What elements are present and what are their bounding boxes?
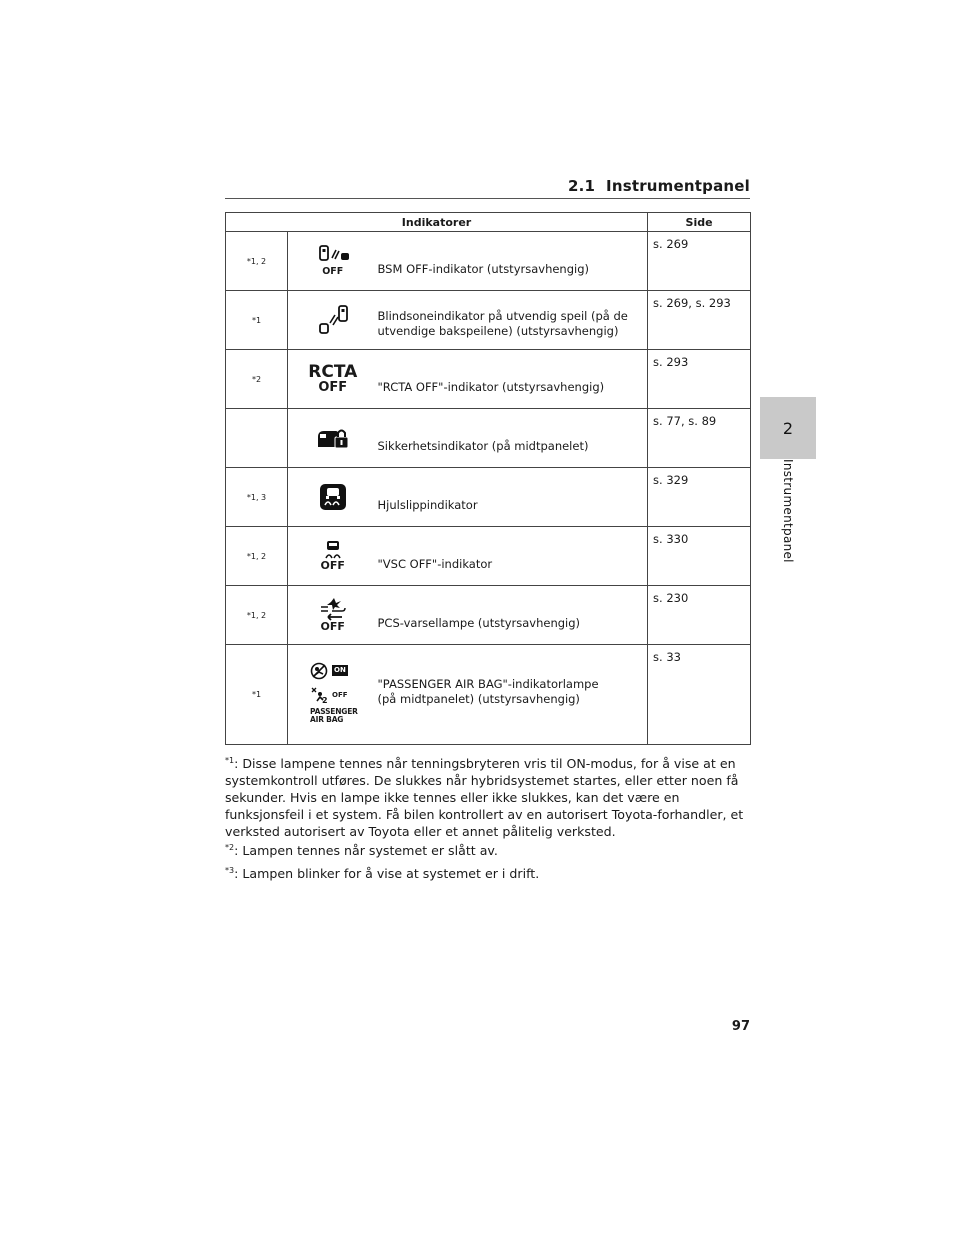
airbag-label-line2: AIR BAG — [310, 714, 344, 724]
header-divider — [225, 198, 750, 199]
footnote-mark: *2 — [225, 843, 235, 852]
page-reference: s. 329 — [648, 468, 751, 527]
page-reference: s. 330 — [648, 527, 751, 586]
airbag-desc-line2: (på midtpanelet) (utstyrsavhengig) — [377, 691, 580, 706]
page-reference: s. 230 — [648, 586, 751, 645]
table-row — [226, 291, 751, 350]
footnote-3 — [225, 862, 753, 882]
table-row — [226, 527, 751, 586]
wheel-slip-icon — [288, 468, 378, 527]
airbag-on-badge: ON — [334, 666, 346, 674]
footnote-2 — [225, 839, 753, 859]
indicator-description — [378, 645, 648, 745]
passenger-airbag-icon — [288, 645, 378, 745]
airbag-off-label: OFF — [332, 690, 348, 699]
col-header-indicators: Indikatorer — [226, 213, 648, 232]
footnote-text: : Disse lampene tennes når tenningsbryteren vris til ON-modus, for å vise at en systemkontroll utføres. De slukkes når hybridsystemet startes, eller etter noen få sekunder. Hvis en lampe ikke tennes eller ikke slukkes, kan det være en funksjonsfeil i et system. Få bilen kontrollert av en autorisert Toyota-forhandler, et verksted autorisert av Toyota eller et annet pålitelig verksted. — [225, 756, 744, 840]
page-reference: s. 293 — [648, 350, 751, 409]
footnote-ref: *1 — [226, 645, 288, 745]
footnote-ref — [226, 409, 288, 468]
footnote-ref: *1, 3 — [226, 468, 288, 527]
chapter-label — [760, 459, 816, 579]
footnote-ref: *1 — [226, 291, 288, 350]
indicator-description: Hjulslippindikator — [378, 468, 648, 527]
indicator-description: Sikkerhetsindikator (på midtpanelet) — [378, 409, 648, 468]
table-row — [226, 350, 751, 409]
footnote-1 — [225, 752, 753, 840]
indicator-table — [225, 212, 751, 745]
section-number: 2.1 — [568, 177, 596, 195]
page-number: 97 — [731, 1019, 750, 1034]
footnote-ref: *1, 2 — [226, 527, 288, 586]
page-reference: s. 77, s. 89 — [648, 409, 751, 468]
indicator-description: Blindsoneindikator på utvendig speil (på de utvendige bakspeilene) (utstyrsavhengig) — [378, 291, 648, 350]
table-row — [226, 645, 751, 745]
page-reference: s. 269, s. 293 — [648, 291, 751, 350]
indicator-description: PCS-varsellampe (utstyrsavhengig) — [378, 586, 648, 645]
indicator-description: "VSC OFF"-indikator — [378, 527, 648, 586]
table-row — [226, 409, 751, 468]
chapter-tab — [760, 397, 816, 459]
footnote-text: : Lampen blinker for å vise at systemet er i drift. — [234, 866, 540, 882]
rcta-off-icon — [288, 350, 378, 409]
pcs-off-icon — [288, 586, 378, 645]
col-header-page: Side — [648, 213, 751, 232]
icon-off-text: OFF — [320, 559, 345, 572]
airbag-label-line1: PASSENGER — [310, 706, 358, 716]
section-title: Instrumentpanel — [606, 177, 750, 195]
airbag-desc-line1: "PASSENGER AIR BAG"-indikatorlampe — [377, 676, 599, 691]
section-header — [568, 177, 750, 195]
page-reference: s. 269 — [648, 232, 751, 291]
footnote-mark: *3 — [225, 866, 235, 875]
table-row — [226, 586, 751, 645]
table-row — [226, 468, 751, 527]
icon-off-text: OFF — [318, 380, 348, 395]
indicator-description: "RCTA OFF"-indikator (utstyrsavhengig) — [378, 350, 648, 409]
icon-off-text: OFF — [320, 620, 345, 633]
blind-spot-mirror-icon — [288, 291, 378, 350]
indicator-description: BSM OFF-indikator (utstyrsavhengig) — [378, 232, 648, 291]
chapter-number: 2 — [782, 418, 794, 438]
footnote-ref: *1, 2 — [226, 586, 288, 645]
chapter-label-text: Instrumentpanel — [781, 459, 795, 563]
page-reference: s. 33 — [648, 645, 751, 745]
icon-rcta-text: RCTA — [308, 362, 358, 382]
footnote-ref: *2 — [226, 350, 288, 409]
bsm-off-icon — [288, 232, 378, 291]
icon-off-text: OFF — [322, 266, 344, 277]
table-row — [226, 232, 751, 291]
vsc-off-icon — [288, 527, 378, 586]
footnote-mark: *1 — [225, 756, 235, 765]
svg-text:2: 2 — [322, 695, 328, 704]
security-lock-icon — [288, 409, 378, 468]
footnote-text: : Lampen tennes når systemet er slått av. — [234, 843, 498, 859]
footnote-ref: *1, 2 — [226, 232, 288, 291]
